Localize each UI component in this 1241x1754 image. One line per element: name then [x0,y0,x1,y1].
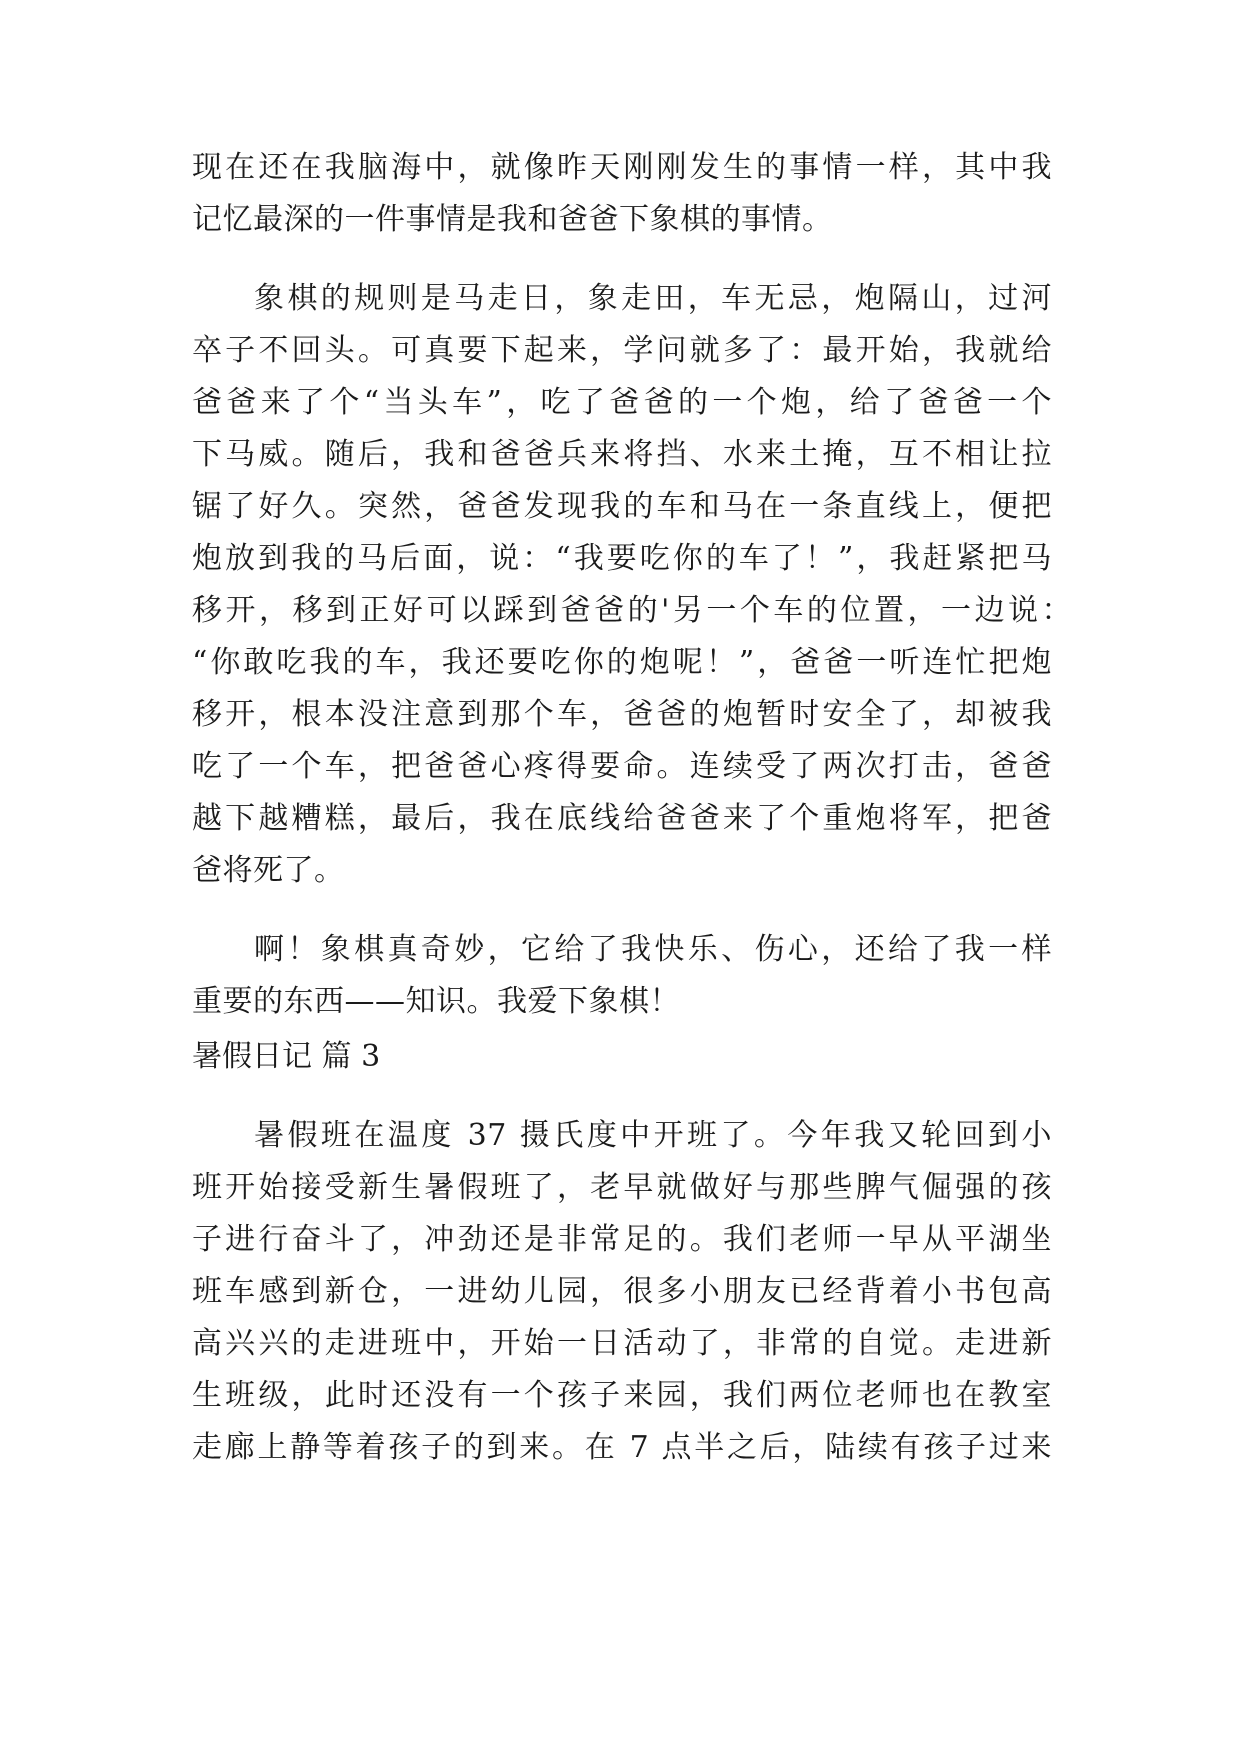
text-line: 锯了好久。突然，爸爸发现我的车和马在一条直线上，便把 [192,489,1052,524]
text-line: 炮放到我的马后面，说：“我要吃你的车了！”，我赶紧把马 [192,541,1052,576]
text-line: 移开，移到正好可以踩到爸爸的'另一个车的位置，一边说： [192,593,1072,628]
text-line: 重要的东西——知识。我爱下象棋！ [192,984,680,1019]
paragraph-first-line: 暑假班在温度 37 摄氏度中开班了。今年我又轮回到小 [254,1118,1052,1153]
text-line: 子进行奋斗了，冲劲还是非常足的。我们老师一早从平湖坐 [192,1222,1052,1257]
text-line: 走廊上静等着孩子的到来。在 7 点半之后，陆续有孩子过来 [192,1430,1052,1465]
text-line: 越下越糟糕，最后，我在底线给爸爸来了个重炮将军，把爸 [192,801,1052,836]
text-line: 高兴兴的走进班中，开始一日活动了，非常的自觉。走进新 [192,1326,1052,1361]
text-line: 爸将死了。 [192,853,345,888]
section-heading: 暑假日记 篇 3 [192,1039,381,1074]
text-line: 吃了一个车，把爸爸心疼得要命。连续受了两次打击，爸爸 [192,749,1052,784]
paragraph-first-line: 象棋的规则是马走日，象走田，车无忌，炮隔山，过河 [254,281,1052,316]
text-line: 爸爸来了个“当头车”，吃了爸爸的一个炮，给了爸爸一个 [192,385,1052,420]
text-line: 生班级，此时还没有一个孩子来园，我们两位老师也在教室 [192,1378,1052,1413]
text-line: 记忆最深的一件事情是我和爸爸下象棋的事情。 [192,202,833,237]
text-line: 现在还在我脑海中，就像昨天刚刚发生的事情一样，其中我 [192,150,1052,185]
text-line: 班车感到新仓，一进幼儿园，很多小朋友已经背着小书包高 [192,1274,1052,1309]
text-line: 移开，根本没注意到那个车，爸爸的炮暂时安全了，却被我 [192,697,1052,732]
paragraph-first-line: 啊！象棋真奇妙，它给了我快乐、伤心，还给了我一样 [254,932,1052,967]
text-line: 班开始接受新生暑假班了，老早就做好与那些脾气倔强的孩 [192,1170,1052,1205]
text-line: “你敢吃我的车，我还要吃你的炮呢！”，爸爸一听连忙把炮 [192,645,1052,680]
text-line: 卒子不回头。可真要下起来，学问就多了：最开始，我就给 [192,333,1052,368]
text-line: 下马威。随后，我和爸爸兵来将挡、水来土掩，互不相让拉 [192,437,1052,472]
